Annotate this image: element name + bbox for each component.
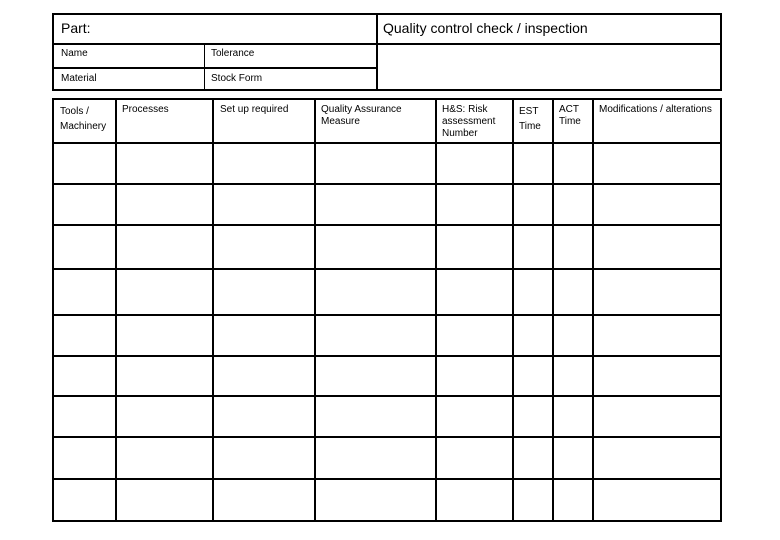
column-divider (212, 100, 214, 520)
column-header-qa-measure: Quality Assurance Measure (321, 104, 402, 127)
row-divider (54, 355, 720, 357)
inspection-table (52, 98, 722, 522)
name-label: Name (61, 48, 88, 59)
header-divider-title (376, 15, 378, 43)
row-divider (54, 142, 720, 144)
row-divider (54, 224, 720, 226)
column-header-tools: Tools / Machinery (60, 106, 107, 132)
header-block (52, 13, 722, 91)
column-divider (314, 100, 316, 520)
column-divider (512, 100, 514, 520)
row-divider (54, 314, 720, 316)
part-label: Part: (61, 20, 91, 36)
column-divider (592, 100, 594, 520)
column-header-hs-risk: H&S: Risk assessment Number (442, 104, 496, 139)
column-header-est-time: EST Time (519, 106, 541, 132)
column-header-act-time: ACT Time (559, 104, 581, 127)
column-divider (435, 100, 437, 520)
row-divider (54, 395, 720, 397)
header-divider-right (376, 43, 378, 89)
column-divider (552, 100, 554, 520)
row-divider (54, 268, 720, 270)
header-divider-middle (54, 67, 378, 69)
material-label: Material (61, 73, 97, 84)
header-divider-top (54, 43, 720, 45)
column-header-processes: Processes (122, 104, 169, 115)
column-header-modifications: Modifications / alterations (599, 104, 712, 115)
row-divider (54, 436, 720, 438)
tolerance-label: Tolerance (211, 48, 255, 59)
column-header-setup: Set up required (220, 104, 289, 115)
form-title: Quality control check / inspection (383, 20, 588, 36)
row-divider (54, 478, 720, 480)
column-divider (115, 100, 117, 520)
header-divider-name (204, 43, 205, 89)
row-divider (54, 183, 720, 185)
stock-form-label: Stock Form (211, 73, 263, 84)
